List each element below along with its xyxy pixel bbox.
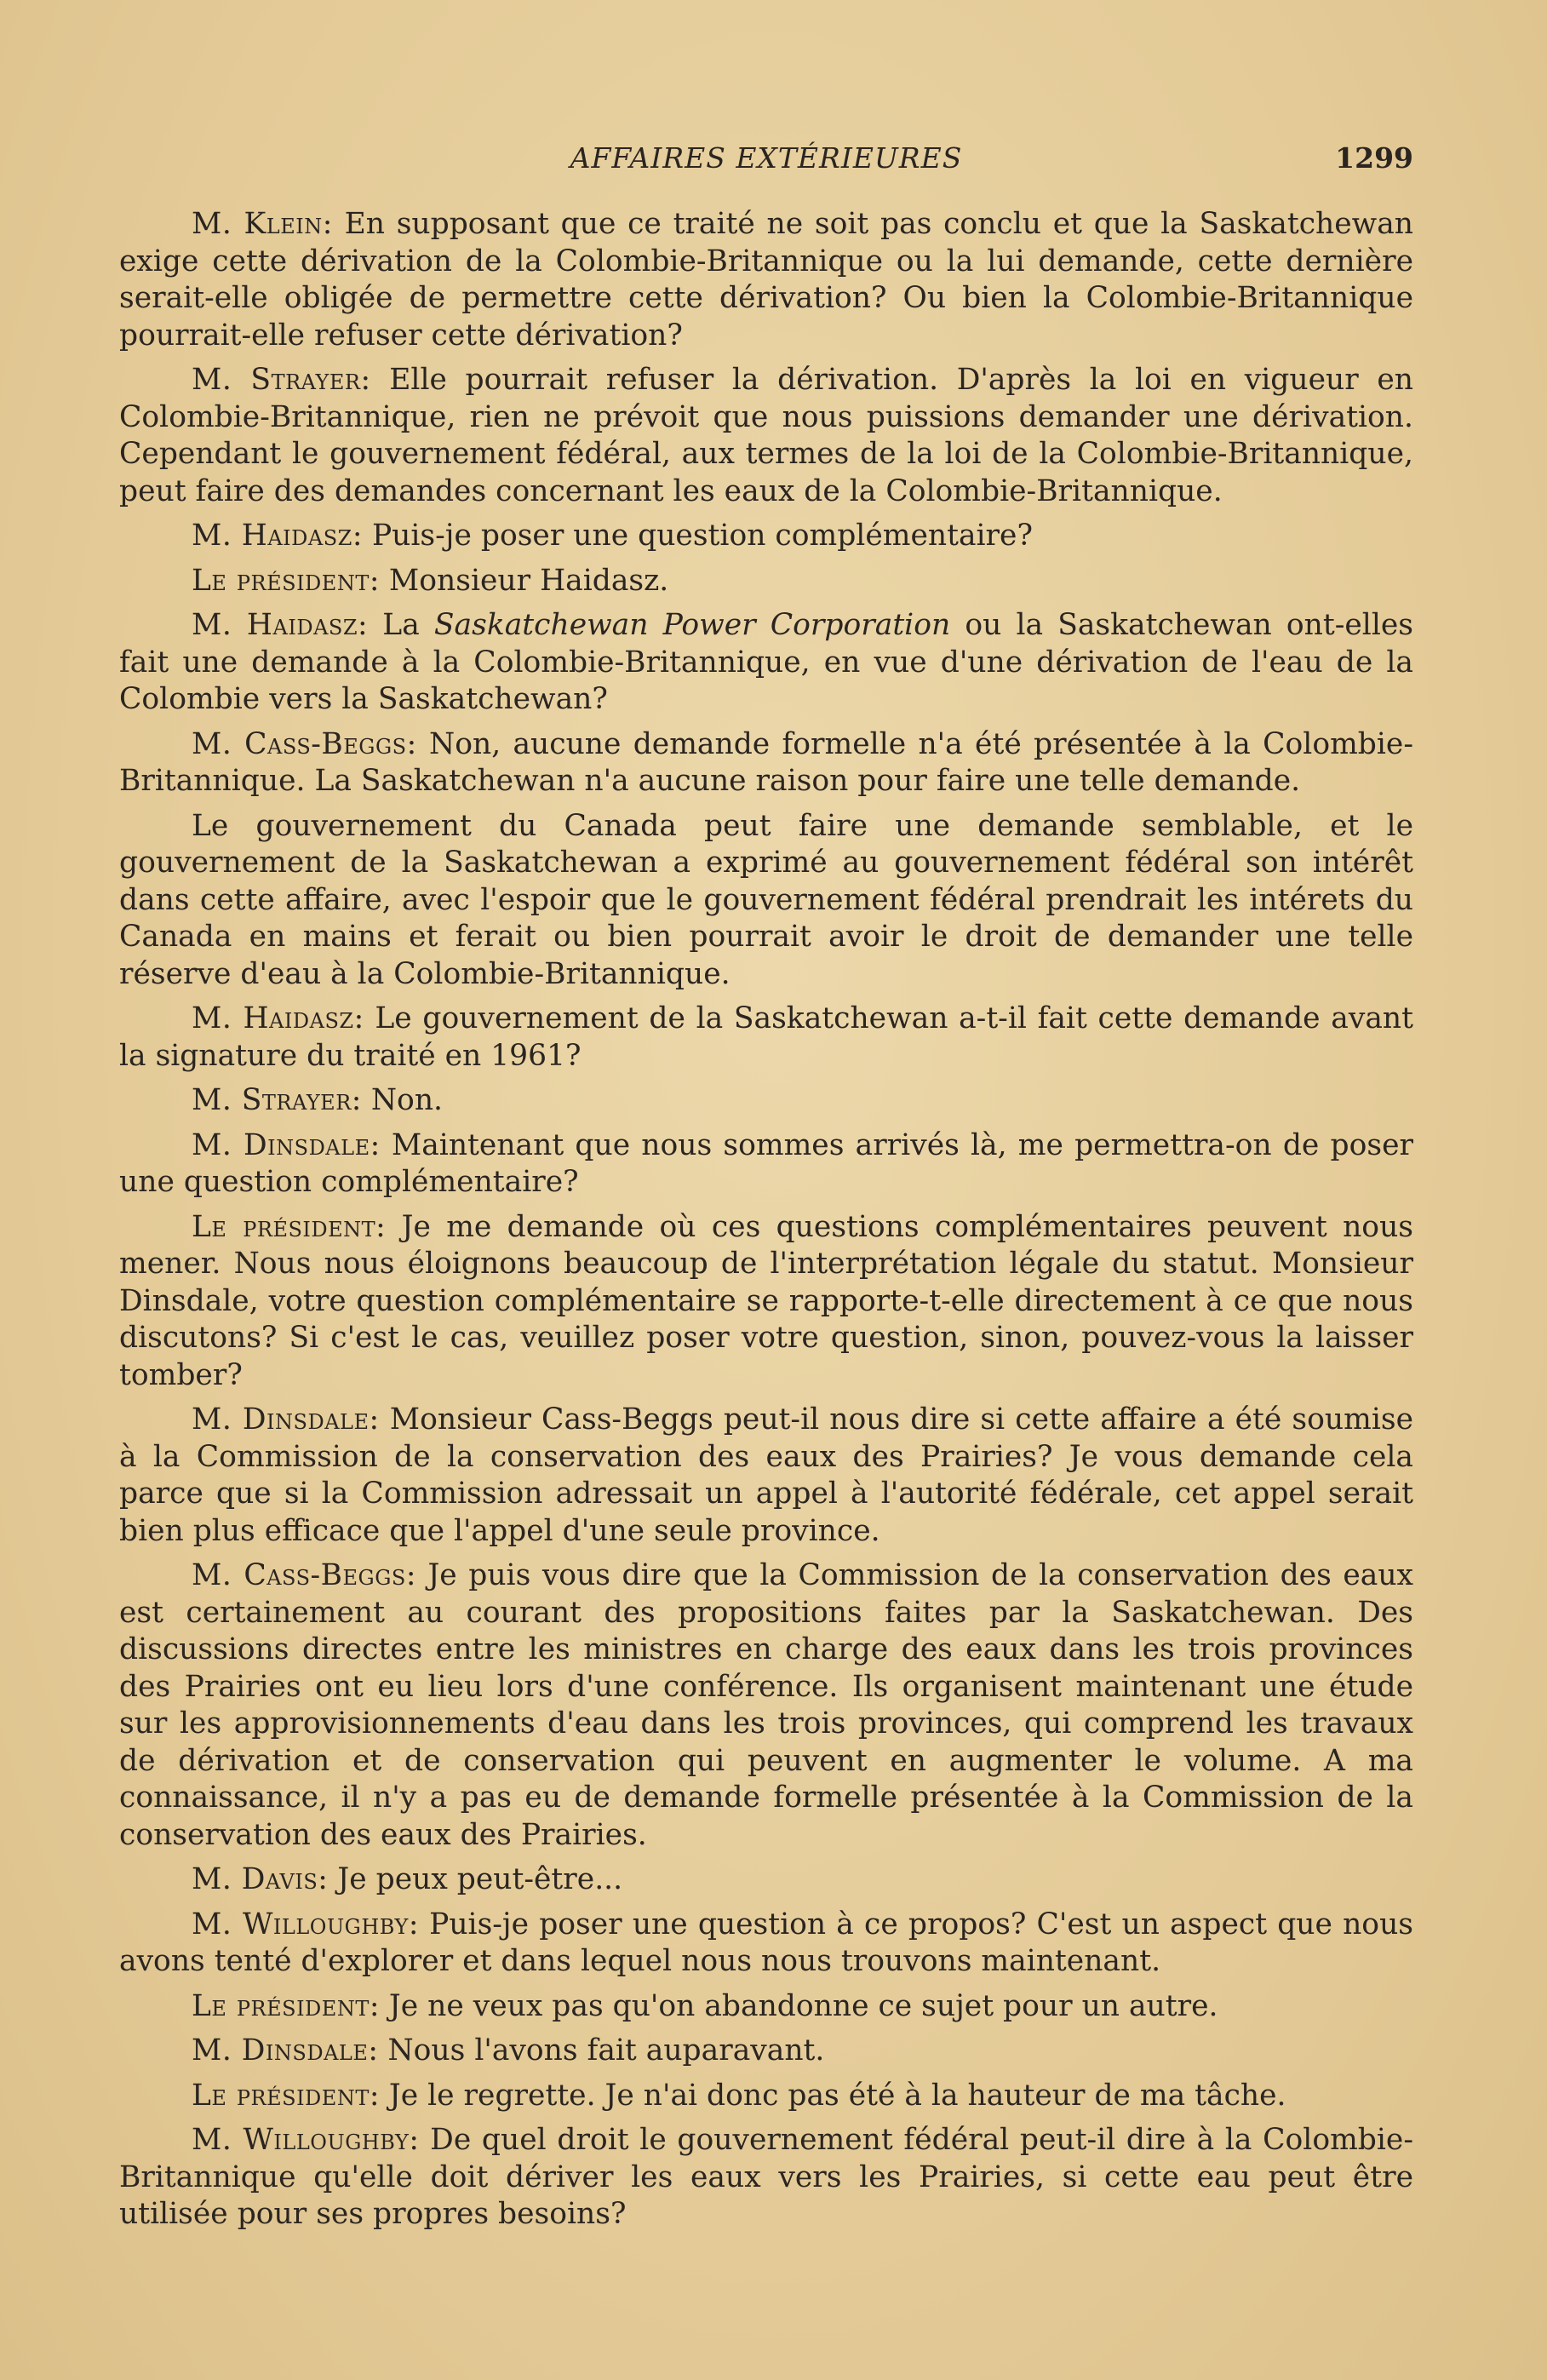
paragraph xyxy=(119,1127,1413,1201)
speech-text: Je peux peut-être... xyxy=(328,1862,623,1896)
speech-text: Je ne veux pas qu'on abandonne ce sujet pour un autre. xyxy=(379,1988,1218,2023)
speaker-name: M. Willoughby: xyxy=(192,1907,419,1941)
speech-text: Puis-je poser une question à ce propos? C'est un aspect que nous avons tenté d'explorer et dans lequel nous nous trouvons maintenant. xyxy=(119,1907,1413,1978)
page-number: 1299 xyxy=(1335,141,1413,175)
paragraph xyxy=(119,206,1413,354)
speaker-name: M. Haidasz: xyxy=(192,608,369,642)
paragraph xyxy=(119,808,1413,994)
speaker-name: M. Cass-Beggs: xyxy=(192,1558,416,1592)
speaker-name: M. Cass-Beggs: xyxy=(192,726,417,761)
running-title: AFFAIRES EXTÉRIEURES xyxy=(570,141,963,175)
speaker-name: M. Strayer: xyxy=(192,1083,362,1117)
speaker-name: M. Haidasz: xyxy=(192,1001,364,1035)
paragraph xyxy=(119,1988,1413,2026)
paragraph xyxy=(119,2078,1413,2115)
speaker-name: M. Dinsdale: xyxy=(192,1127,381,1162)
paragraph xyxy=(119,1402,1413,1550)
speech-text: Je puis vous dire que la Commission de la conservation des eaux est certainement au courant des propositions faites par la Saskatchewan. Des discussions directes entre les ministres en charge des eaux dans les trois provinces des Prairies ont eu lieu lors d'une conférence. Ils organisent maintenant une étude sur les approvisionnements d'eau dans les trois provinces, qui comprend les travaux de dérivation et de conservation qui peuvent en augmenter le volume. A ma connaissance, il n'y a pas eu de demande formelle présentée à la Commission de la conservation des eaux des Prairies. xyxy=(119,1558,1413,1852)
paragraph xyxy=(119,362,1413,510)
document-page xyxy=(119,136,1413,2241)
paragraph xyxy=(119,2033,1413,2070)
speech-text: Non, aucune demande formelle n'a été présentée à la Colombie-Britannique. La Saskatchewan n'a aucune raison pour faire une telle demande. xyxy=(119,726,1413,798)
paragraph xyxy=(119,607,1413,719)
speech-text: Je me demande où ces questions complémentaires peuvent nous mener. Nous nous éloignons beaucoup de l'interprétation légale du statut. Monsieur Dinsdale, votre question complémentaire se rapporte-t-elle directement à ce que nous discutons? Si c'est le cas, veuillez poser votre question, sinon, pouvez-vous la laisser tomber? xyxy=(119,1209,1413,1392)
speaker-name: M. Dinsdale: xyxy=(192,1402,380,1437)
speech-text: Elle pourrait refuser la dérivation. D'après la loi en vigueur en Colombie-Britannique, rien ne prévoit que nous puissions demander une dérivation. Cependant le gouvernement fédéral, aux termes de la loi de la Colombie-Britannique, peut faire des demandes concernant les eaux de la Colombie-Britannique. xyxy=(119,363,1414,508)
speech-text: Maintenant que nous sommes arrivés là, me permettra-on de poser une question complémentaire? xyxy=(119,1127,1413,1199)
speech-text: De quel droit le gouvernement fédéral peut-il dire à la Colombie-Britannique qu'elle doit dériver les eaux vers les Prairies, si cette eau peut être utilisée pour ses propres besoins? xyxy=(119,2123,1413,2231)
speech-text: ou la Saskatchewan ont-elles fait une demande à la Colombie-Britannique, en vue d'une dérivation de l'eau de la Colombie vers la Saskatchewan? xyxy=(119,608,1413,716)
speaker-name: M. Dinsdale: xyxy=(192,2033,379,2067)
paragraph xyxy=(119,1861,1413,1899)
speech-text: Non. xyxy=(361,1083,444,1117)
running-header xyxy=(119,136,1413,187)
italic-title: Saskatchewan Power Corporation xyxy=(433,608,951,642)
speech-text: En supposant que ce traité ne soit pas conclu et que la Saskatchewan exige cette dérivation de la Colombie-Britannique ou la lui demande, cette dernière serait-elle obligée de permettre cette dérivation? Ou bien la Colombie-Britannique pourrait-elle refuser cette dérivation? xyxy=(119,207,1413,353)
speech-text: Nous l'avons fait auparavant. xyxy=(378,2033,825,2067)
speaker-name: Le président: xyxy=(192,2078,380,2113)
paragraph xyxy=(119,1209,1413,1395)
transcript-body xyxy=(119,206,1413,2234)
speech-text: Puis-je poser une question complémentaire? xyxy=(362,519,1033,553)
speaker-name: M. Klein: xyxy=(192,207,333,241)
speaker-name: M. Strayer: xyxy=(192,363,371,397)
speaker-name: Le président: xyxy=(192,563,380,598)
paragraph xyxy=(119,563,1413,600)
paragraph xyxy=(119,2122,1413,2234)
paragraph xyxy=(119,518,1413,555)
speech-text: Monsieur Cass-Beggs peut-il nous dire si cette affaire a été soumise à la Commission de la conservation des eaux des Prairies? Je vous demande cela parce que si la Commission adressait un appel à l'autorité fédérale, cet appel serait bien plus efficace que l'appel d'une seule province. xyxy=(119,1402,1413,1548)
speech-text: Je le regrette. Je n'ai donc pas été à la hauteur de ma tâche. xyxy=(379,2078,1286,2113)
speaker-name: M. Willoughby: xyxy=(192,2123,420,2157)
paragraph xyxy=(119,1001,1413,1075)
paragraph xyxy=(119,1557,1413,1854)
speech-text: La xyxy=(368,608,434,642)
paragraph xyxy=(119,1082,1413,1120)
speech-text: Monsieur Haidasz. xyxy=(379,563,669,598)
paragraph xyxy=(119,726,1413,800)
speaker-name: Le président: xyxy=(192,1988,380,2023)
paragraph xyxy=(119,1907,1413,1981)
speech-text: Le gouvernement de la Saskatchewan a-t-il fait cette demande avant la signature du traité en 1961? xyxy=(119,1001,1413,1073)
speaker-name: Le président: xyxy=(192,1209,387,1244)
speaker-name: M. Haidasz: xyxy=(192,519,363,553)
speech-text: Le gouvernement du Canada peut faire une demande semblable, et le gouvernement de la Saskatchewan a exprimé au gouvernement fédéral son intérêt dans cette affaire, avec l'espoir que le gouvernement fédéral prendrait les intérets du Canada en mains et ferait ou bien pourrait avoir le droit de demander une telle réserve d'eau à la Colombie-Britannique. xyxy=(119,808,1413,991)
speaker-name: M. Davis: xyxy=(192,1862,329,1896)
